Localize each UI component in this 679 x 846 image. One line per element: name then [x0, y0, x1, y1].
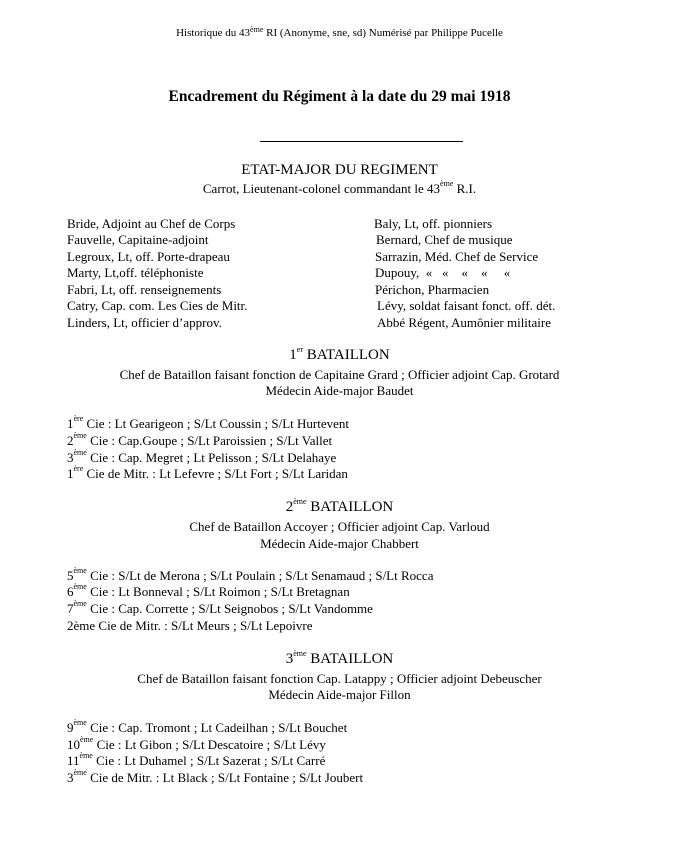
battalion-2-chef: Chef de Bataillon Accoyer ; Officier adjoint Cap. Varloud [189, 519, 490, 534]
company-line: 5ème Cie : S/Lt de Merona ; S/Lt Poulain ; S/Lt Senamaud ; S/Lt Rocca [67, 566, 434, 583]
battalion-2-medecin: Médecin Aide-major Chabbert [260, 536, 419, 551]
staff-left-item: Catry, Cap. com. Les Cies de Mitr. [67, 298, 248, 313]
battalion-1-medecin: Médecin Aide-major Baudet [265, 383, 414, 398]
regiment-commander: Carrot, Lieutenant-colonel commandant le 43ème R.I. [202, 179, 477, 196]
staff-left-item: Marty, Lt,off. téléphoniste [67, 265, 204, 280]
staff-left-item: Legroux, Lt, off. Porte-drapeau [67, 249, 230, 264]
staff-right-item: Baly, Lt, off. pionniers [374, 216, 493, 231]
battalion-3-medecin: Médecin Aide-major Fillon [268, 687, 411, 702]
staff-right-item: Sarrazin, Méd. Chef de Service [375, 249, 539, 264]
company-line: 7ème Cie : Cap. Corrette ; S/Lt Seignobos ; S/Lt Vandomme [67, 599, 373, 616]
battalion-1-chef: Chef de Bataillon faisant fonction de Capitaine Grard ; Officier adjoint Cap. Grotard [119, 367, 560, 382]
company-line: 1ère Cie de Mitr. : Lt Lefevre ; S/Lt Fort ; S/Lt Laridan [67, 464, 348, 481]
company-line: 3ème Cie de Mitr. : Lt Black ; S/Lt Fontaine ; S/Lt Joubert [67, 768, 364, 785]
battalion-3-chef: Chef de Bataillon faisant fonction Cap. Latappy ; Officier adjoint Debeuscher [137, 671, 542, 686]
document-title: Encadrement du Régiment à la date du 29 mai 1918 [168, 88, 511, 105]
company-line: 10ème Cie : Lt Gibon ; S/Lt Descatoire ; S/Lt Lévy [67, 735, 326, 752]
staff-left-item: Linders, Lt, officier d’approv. [67, 315, 222, 330]
staff-right-item: Lévy, soldat faisant fonct. off. dét. [377, 298, 556, 313]
company-line: 11ème Cie : Lt Duhamel ; S/Lt Sazerat ; S/Lt Carré [67, 751, 326, 768]
company-line: 9ème Cie : Cap. Tromont ; Lt Cadeilhan ; S/Lt Bouchet [67, 718, 348, 735]
battalion-2-heading: 2ème BATAILLON [285, 497, 394, 515]
staff-right-item: Dupouy, « « « « « [375, 265, 511, 280]
battalion-3-heading: 3ème BATAILLON [285, 649, 394, 667]
company-line: 3ème Cie : Cap. Megret ; Lt Pelisson ; S/Lt Delahaye [67, 448, 337, 465]
staff-right-item: Abbé Régent, Aumônier militaire [377, 315, 552, 330]
title-underline [260, 141, 463, 142]
page-header: Historique du 43ème RI (Anonyme, sne, sd) Numérisé par Philippe Pucelle [176, 25, 503, 39]
staff-left-item: Bride, Adjoint au Chef de Corps [67, 216, 236, 231]
company-line: 2ème Cie de Mitr. : S/Lt Meurs ; S/Lt Lepoivre [67, 618, 313, 633]
staff-right-item: Bernard, Chef de musique [376, 232, 513, 247]
battalion-1-heading: 1er BATAILLON [289, 345, 390, 363]
etat-major-heading: ETAT-MAJOR DU REGIMENT [241, 162, 438, 178]
company-line: 1ère Cie : Lt Gearigeon ; S/Lt Coussin ; S/Lt Hurtevent [67, 414, 350, 431]
company-line: 2ème Cie : Cap.Goupe ; S/Lt Paroissien ; S/Lt Vallet [67, 431, 333, 448]
staff-left-item: Fauvelle, Capitaine-adjoint [67, 232, 209, 247]
staff-left-item: Fabri, Lt, off. renseignements [67, 282, 222, 297]
company-line: 6ème Cie : Lt Bonneval ; S/Lt Roimon ; S/Lt Bretagnan [67, 582, 350, 599]
staff-right-item: Périchon, Pharmacien [375, 282, 490, 297]
